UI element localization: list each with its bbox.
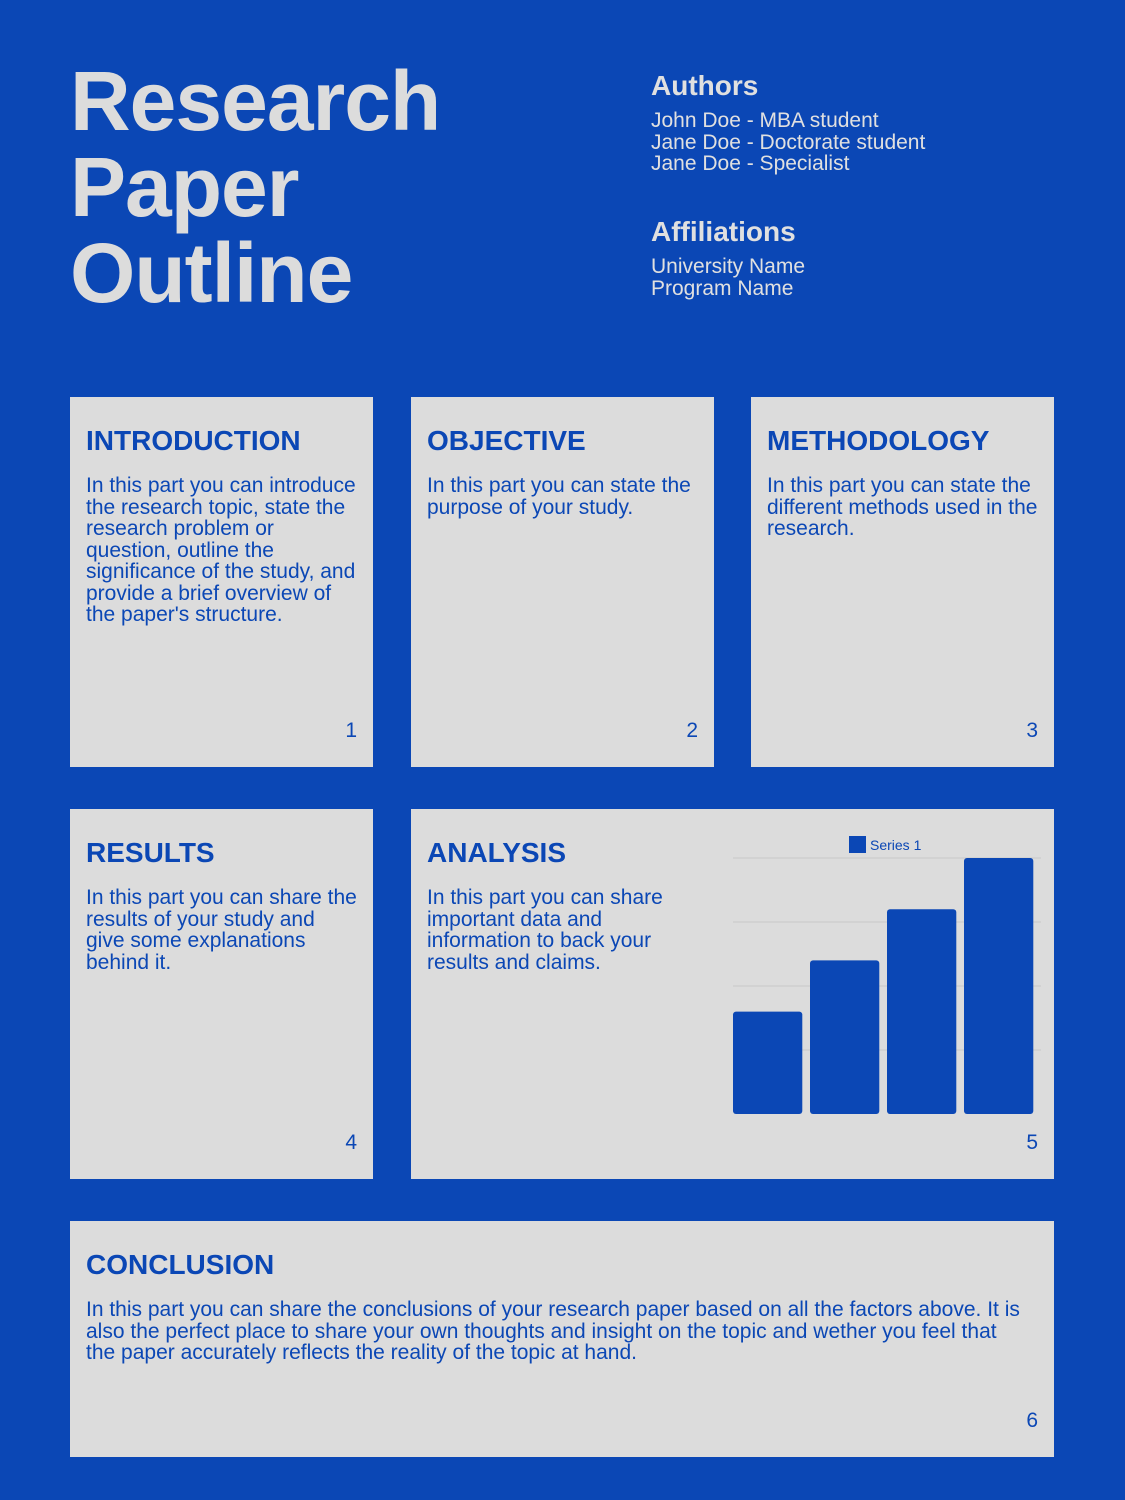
section-number: 3 — [1026, 719, 1038, 742]
methodology-card — [751, 397, 1054, 767]
bar — [887, 909, 956, 1114]
section-body: In this part you can share the conclusions of your research paper based on all the factors above. It is also the perfect place to share your own thoughts and insight on the topic and wether you feel that the paper accurately reflects the reality of the topic at hand. — [86, 1298, 1020, 1364]
objective-card — [411, 397, 714, 767]
section-body: In this part you can state the different methods used in the research. — [767, 474, 1038, 540]
section-number: 4 — [345, 1131, 357, 1154]
title-line: Research — [70, 54, 441, 148]
affiliations-block — [651, 216, 1071, 299]
section-heading: INTRODUCTION — [86, 425, 301, 456]
section-number: 2 — [686, 719, 698, 742]
section-heading: RESULTS — [86, 837, 215, 868]
section-heading: ANALYSIS — [427, 837, 567, 868]
bar — [964, 858, 1033, 1114]
section-number: 5 — [1026, 1131, 1038, 1154]
section-heading: CONCLUSION — [86, 1249, 275, 1280]
page-title — [70, 54, 590, 320]
bar — [733, 1012, 802, 1114]
bar-chart — [727, 833, 1047, 1132]
section-body: In this part you can state the purpose of your study. — [427, 474, 691, 519]
section-number: 1 — [345, 719, 357, 742]
author-item: Jane Doe - Specialist — [651, 152, 850, 175]
section-body: In this part you can introduce the research topic, state the research problem or question, outline the significance of the study, and provide a brief overview of the paper's structure. — [86, 474, 356, 626]
analysis-card — [411, 809, 1054, 1179]
section-heading: OBJECTIVE — [427, 425, 586, 456]
authors-block — [651, 70, 1071, 175]
author-item: John Doe - MBA student — [651, 109, 879, 132]
author-item: Jane Doe - Doctorate student — [651, 130, 926, 154]
conclusion-card — [70, 1221, 1054, 1457]
affiliation-item: University Name — [651, 255, 806, 278]
authors-heading: Authors — [651, 70, 759, 101]
introduction-card — [70, 397, 373, 767]
affiliation-item: Program Name — [651, 276, 794, 300]
section-body: In this part you can share the results of your study and give some explanations behind it. — [86, 886, 357, 974]
bar — [810, 960, 879, 1114]
results-card — [70, 809, 373, 1179]
title-line: Paper — [70, 140, 299, 234]
affiliations-heading: Affiliations — [651, 216, 796, 247]
bar-chart-svg — [727, 833, 1047, 1127]
legend-swatch — [849, 836, 866, 853]
section-heading: METHODOLOGY — [767, 425, 990, 456]
title-line: Outline — [70, 226, 353, 320]
legend-label: Series 1 — [870, 837, 922, 853]
section-body: In this part you can share important data and information to back your results and claims. — [427, 886, 663, 974]
section-number: 6 — [1026, 1409, 1038, 1432]
